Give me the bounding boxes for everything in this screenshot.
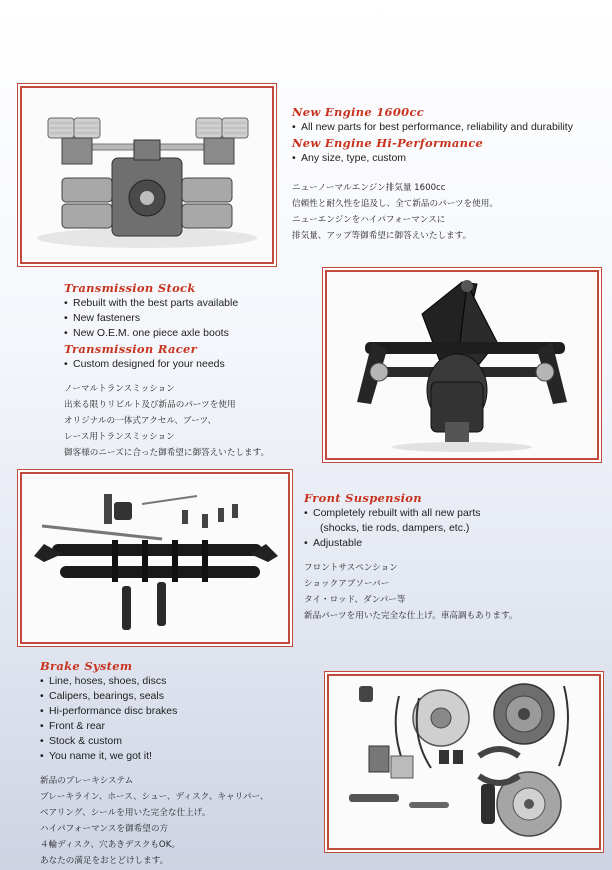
list-item: • Completely rebuilt with all new parts <box>304 506 604 521</box>
jp-line: 御客様のニーズに合った御希望に御答えいたします。 <box>64 448 270 458</box>
list-item: • Line, hoses, shoes, discs <box>40 674 325 689</box>
jp-line: タイ・ロッド、ダンパー等 <box>304 595 406 605</box>
transmission-photo-frame <box>325 270 599 460</box>
jp-line: オリジナルの一体式アクセル、ブーツ、 <box>64 416 217 426</box>
brakes-list <box>40 674 325 764</box>
jp-line: ハイパフォーマンスを御希望の方 <box>40 824 169 834</box>
brakes-section <box>40 658 325 869</box>
list-item: • Rebuilt with the best parts available <box>64 296 320 311</box>
jp-line: フロントサスペンション <box>304 563 398 573</box>
list-item: • New O.E.M. one piece axle boots <box>64 326 320 341</box>
engine-japanese-text <box>292 180 610 244</box>
brakes-photo-frame <box>327 674 601 850</box>
jp-line: ブレーキライン、ホース、シュー、ディスク、キャリパー、 <box>40 792 269 802</box>
suspension-photo <box>22 474 288 642</box>
transmission-stock-list <box>64 296 320 341</box>
suspension-photo-frame <box>20 472 290 644</box>
engine-section <box>292 104 610 244</box>
engine-perf-list <box>292 151 610 166</box>
engine-photo-frame <box>20 86 274 264</box>
engine-perf-heading: New Engine Hi-Performance <box>292 136 484 150</box>
transmission-photo <box>327 272 597 458</box>
jp-line: ノーマルトランスミッション <box>64 384 175 394</box>
list-item: • Hi-performance disc brakes <box>40 704 325 719</box>
transmission-stock-heading: Transmission Stock <box>64 281 196 295</box>
brakes-japanese-text <box>40 773 325 869</box>
list-item: • Front & rear <box>40 719 325 734</box>
list-item: • Stock & custom <box>40 734 325 749</box>
brakes-heading: Brake System <box>40 659 133 673</box>
list-item-continuation: (shocks, tie rods, dampers, etc.) <box>320 522 470 534</box>
jp-line: ベアリング、シールを用いた完全な仕上げ。 <box>40 808 211 818</box>
jp-line: ニューエンジンをハイパフォーマンスに <box>292 215 446 225</box>
transmission-racer-heading: Transmission Racer <box>64 342 198 356</box>
list-item: • You name it, we got it! <box>40 749 325 764</box>
brakes-photo <box>329 676 599 848</box>
jp-line: 出来る限りリビルト及び新品のパーツを使用 <box>64 400 236 410</box>
list-item: • All new parts for best performance, reliability and durability <box>292 120 610 135</box>
list-item: • Calipers, bearings, seals <box>40 689 325 704</box>
suspension-list <box>304 506 604 551</box>
transmission-section <box>64 280 320 461</box>
suspension-japanese-text <box>304 560 604 624</box>
jp-line: ４輪ディスク、穴あきデスクもOK。 <box>40 840 180 850</box>
suspension-section <box>304 490 604 624</box>
jp-line: ニューノーマルエンジン排気量 1600cc <box>292 183 446 193</box>
jp-line: あなたの満足をおとどけします。 <box>40 856 169 866</box>
list-item: • Adjustable <box>304 536 604 551</box>
jp-line: 新品パーツを用いた完全な仕上げ。車高調もあります。 <box>304 611 518 621</box>
transmission-japanese-text <box>64 381 320 461</box>
list-item: • New fasteners <box>64 311 320 326</box>
jp-line: 排気量、アップ等御希望に御答えいたします。 <box>292 231 472 241</box>
transmission-racer-list <box>64 357 320 372</box>
jp-line: 新品のブレーキシステム <box>40 776 134 786</box>
engine-photo <box>22 88 272 262</box>
list-item: • Any size, type, custom <box>292 151 610 166</box>
suspension-heading: Front Suspension <box>304 491 422 505</box>
engine-stock-heading: New Engine 1600cc <box>292 105 425 119</box>
engine-stock-list <box>292 120 610 135</box>
jp-line: 信頼性と耐久性を追及し、全て新品のパーツを使用。 <box>292 199 498 209</box>
jp-line: ショックアブソーバー <box>304 579 390 589</box>
list-item: • Custom designed for your needs <box>64 357 320 372</box>
jp-line: レース用トランスミッション <box>64 432 175 442</box>
